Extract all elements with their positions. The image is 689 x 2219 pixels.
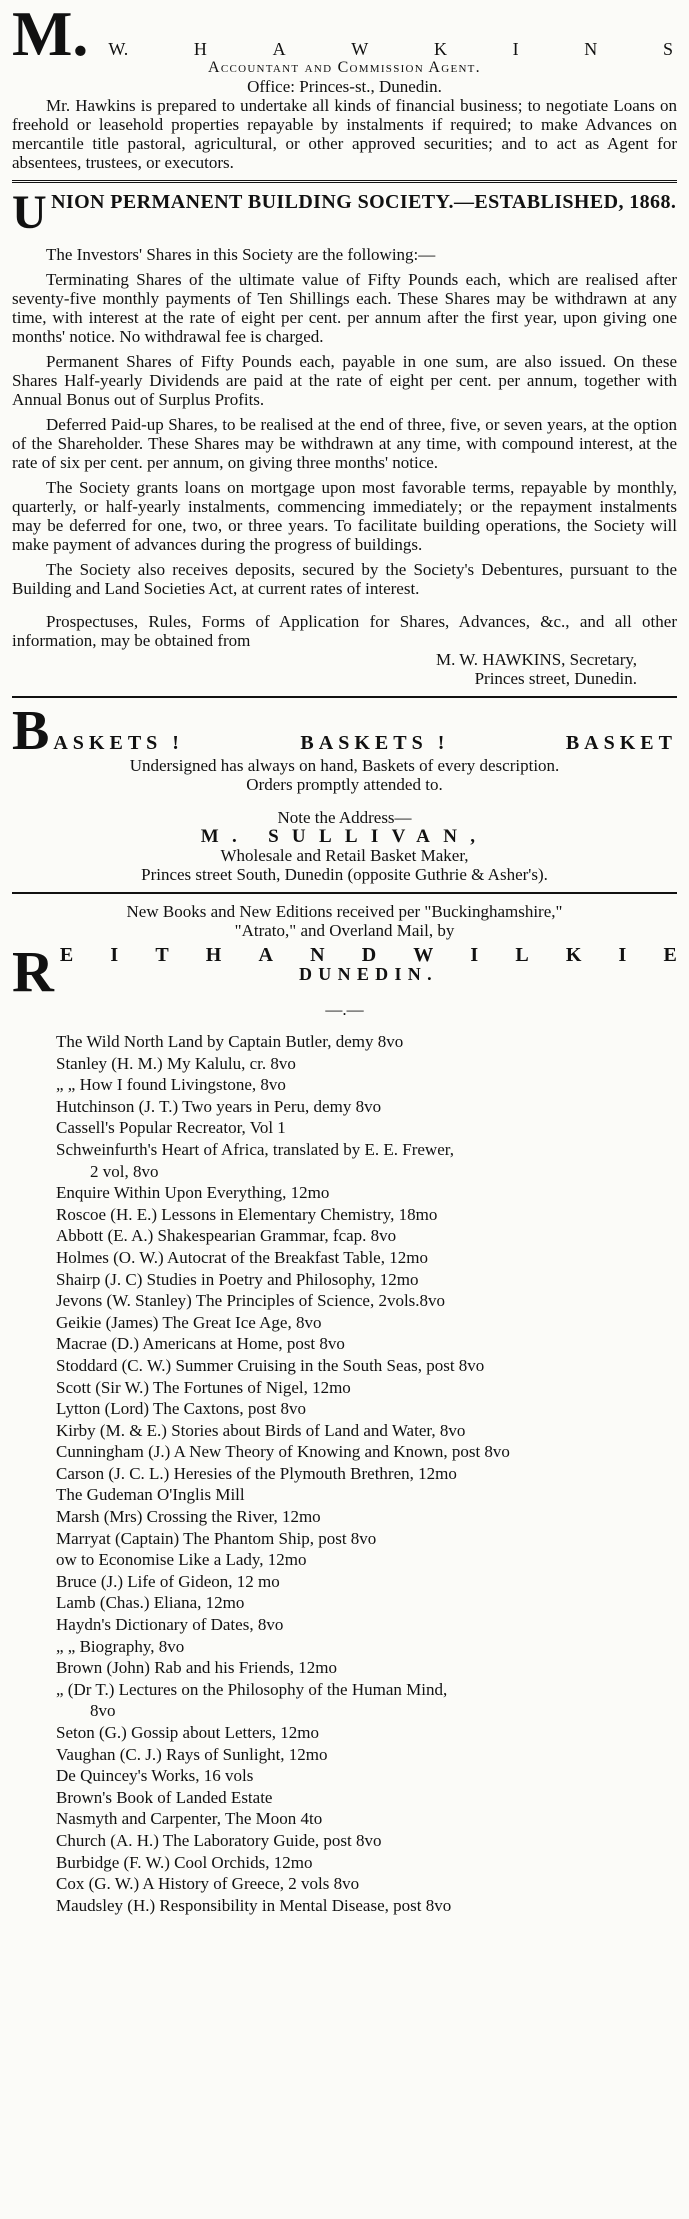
hawkins-occupation: Accountant and Commission Agent.: [208, 59, 481, 76]
hawkins-name-letter: A: [272, 39, 286, 59]
book-list-item: „ „ Biography, 8vo: [56, 1636, 185, 1656]
hawkins-office: Office: Princes-st., Dunedin.: [247, 77, 442, 96]
society-paragraph: Permanent Shares of Fifty Pounds each, payable in one sum, are also issued. On these Shares Half-yearly Dividends are paid at the rate of eight per cent. per annum, together with Annual Bonus out of Surplus Profits.: [12, 352, 677, 409]
hawkins-name-letter: H: [193, 39, 207, 59]
book-list-item: Maudsley (H.) Responsibility in Mental Disease, post 8vo: [56, 1895, 452, 1915]
baskets-advertisement: [12, 700, 677, 884]
firm-name-letter: I: [110, 944, 119, 966]
firm-name-letter: D: [361, 944, 377, 966]
baskets-trade: Wholesale and Retail Basket Maker,: [220, 846, 469, 865]
building-society-advertisement: [12, 186, 677, 688]
firm-name-letter: T: [155, 944, 169, 966]
baskets-address: Princes street South, Dunedin (opposite Guthrie & Asher's).: [141, 865, 548, 884]
section-divider: [12, 180, 677, 183]
baskets-header: [12, 700, 677, 762]
book-list-item: Abbott (E. A.) Shakespearian Grammar, fcap. 8vo: [56, 1226, 397, 1246]
firm-name-letter: A: [258, 944, 273, 966]
hawkins-name-letter: W.: [108, 39, 129, 59]
book-list-item: Hutchinson (J. T.) Two years in Peru, demy 8vo: [56, 1096, 382, 1116]
society-title: [12, 186, 677, 239]
hawkins-name-letter: K: [433, 39, 447, 59]
book-list-item: Cox (G. W.) A History of Greece, 2 vols 8vo: [56, 1874, 360, 1894]
firm-name-letter: I: [618, 944, 627, 966]
books-header: [12, 939, 677, 1004]
firm-name-letter: E: [59, 944, 74, 966]
society-title-text: NION PERMANENT BUILDING SOCIETY.—ESTABLISHED, 1868.: [51, 191, 677, 213]
book-list-item: The Wild North Land by Captain Butler, demy 8vo: [56, 1032, 404, 1051]
society-paragraph: Prospectuses, Rules, Forms of Application for Shares, Advances, &c., and all other information, may be obtained from: [12, 612, 677, 650]
book-list-item: Schweinfurth's Heart of Africa, translated by E. E. Frewer,: [56, 1139, 454, 1159]
section-divider: [12, 892, 677, 894]
book-list-item: Stanley (H. M.) My Kalulu, cr. 8vo: [56, 1053, 296, 1073]
society-signature-address: Princes street, Dunedin.: [474, 669, 637, 688]
book-list-item: 8vo: [90, 1701, 116, 1721]
book-list-item: Stoddard (C. W.) Summer Cruising in the South Seas, post 8vo: [56, 1355, 485, 1375]
society-signature-name: M. W. HAWKINS, Secretary,: [435, 650, 637, 669]
book-list-item: Geikie (James) The Great Ice Age, 8vo: [56, 1312, 322, 1332]
baskets-headline: [53, 734, 677, 753]
book-list-item: De Quincey's Works, 16 vols: [56, 1766, 254, 1786]
society-paragraph: Terminating Shares of the ultimate value of Fifty Pounds each, which are realised after seventy-five monthly payments of Ten Shillings each. These Shares may be withdrawn at any time, with interest at the rate of eight per cent. per annum after the first year, upon giving one months' notice. No withdrawal fee is charged.: [12, 270, 677, 346]
book-list-item: Nasmyth and Carpenter, The Moon 4to: [56, 1809, 323, 1829]
firm-name-letter: L: [515, 944, 529, 966]
baskets-drop-cap: B: [12, 700, 50, 762]
book-list-item: Cassell's Popular Recreator, Vol 1: [56, 1118, 286, 1138]
hawkins-name-letter: N: [584, 39, 598, 59]
society-paragraphs: [12, 245, 677, 650]
firm-name-letter: E: [663, 944, 677, 966]
books-city: DUNEDIN.: [298, 964, 438, 984]
books-intro-1: New Books and New Editions received per "Buckinghamshire,": [126, 902, 563, 921]
book-list: [12, 1031, 677, 1916]
books-firm-letters: [60, 946, 677, 965]
firm-name-letter: W: [413, 944, 434, 966]
hawkins-advertisement: [12, 0, 677, 172]
book-list-item: Brown's Book of Landed Estate: [56, 1787, 273, 1807]
hawkins-name-letter: S: [662, 39, 673, 59]
book-list-item: Lamb (Chas.) Eliana, 12mo: [56, 1593, 245, 1613]
book-list-item: Cunningham (J.) A New Theory of Knowing and Known, post 8vo: [56, 1442, 510, 1462]
book-list-item: Marryat (Captain) The Phantom Ship, post 8vo: [56, 1528, 377, 1548]
book-list-item: Carson (J. C. L.) Heresies of the Plymouth Brethren, 12mo: [56, 1463, 457, 1483]
book-list-item: Lytton (Lord) The Caxtons, post 8vo: [56, 1399, 306, 1419]
book-list-item: „ „ How I found Livingstone, 8vo: [56, 1075, 286, 1095]
baskets-headline-word: BASKET: [565, 732, 677, 754]
society-drop-cap: U: [12, 186, 48, 239]
baskets-note: Note the Address—: [277, 808, 412, 827]
baskets-line-2: Orders promptly attended to.: [246, 775, 443, 794]
society-paragraph: Deferred Paid-up Shares, to be realised at the end of three, five, or seven years, at the option of the Shareholder. These Shares may be withdrawn at any time, with compound interest, at the rate of six per cent. per annum, on giving three months' notice.: [12, 415, 677, 472]
baskets-headline-word: ASKETS !: [53, 732, 184, 754]
book-list-item: Macrae (D.) Americans at Home, post 8vo: [56, 1334, 345, 1354]
society-paragraph: The Investors' Shares in this Society are the following:—: [46, 245, 436, 264]
book-list-item: 2 vol, 8vo: [90, 1161, 159, 1181]
book-list-item: Holmes (O. W.) Autocrat of the Breakfast Table, 12mo: [56, 1247, 428, 1267]
books-intro-2: "Atrato," and Overland Mail, by: [234, 921, 455, 940]
hawkins-name: [108, 40, 677, 59]
hawkins-body: Mr. Hawkins is prepared to undertake all kinds of financial business; to negotiate Loans on freehold or leasehold properties repayable by instalments if required; to make Advances on mercantile title pastoral, agricultural, or other approved securities; and to act as Agent for absentees, trustees, or executors.: [12, 96, 677, 172]
hawkins-initial: M.: [12, 0, 89, 69]
book-list-item: Jevons (W. Stanley) The Principles of Science, 2vols.8vo: [56, 1291, 446, 1311]
society-paragraph: The Society also receives deposits, secured by the Society's Debentures, pursuant to the Building and Land Societies Act, at current rates of interest.: [12, 560, 677, 598]
book-list-item: Enquire Within Upon Everything, 12mo: [56, 1183, 330, 1203]
book-list-item: Kirby (M. & E.) Stories about Birds of Land and Water, 8vo: [56, 1420, 466, 1440]
book-list-item: Brown (John) Rab and his Friends, 12mo: [56, 1658, 337, 1678]
baskets-headline-word: BASKETS !: [300, 732, 450, 754]
book-list-item: Haydn's Dictionary of Dates, 8vo: [56, 1615, 284, 1635]
society-paragraph: The Society grants loans on mortgage upon most favorable terms, repayable by monthly, quarterly, or half-yearly instalments, commencing immediately; or the repayment instalments may be deferred for one, two, or three years. To facilitate building operations, the Society will make payment of advances during the progress of buildings.: [12, 478, 677, 554]
books-firm-name: [60, 946, 677, 984]
book-list-item: Vaughan (C. J.) Rays of Sunlight, 12mo: [56, 1744, 328, 1764]
book-list-item: Burbidge (F. W.) Cool Orchids, 12mo: [56, 1852, 313, 1872]
hawkins-name-letter: I: [512, 39, 519, 59]
book-list-item: Scott (Sir W.) The Fortunes of Nigel, 12mo: [56, 1377, 351, 1397]
books-drop-cap: R: [12, 939, 54, 1004]
book-list-item: ow to Economise Like a Lady, 12mo: [56, 1550, 307, 1570]
books-ornament: —.—: [325, 1000, 364, 1019]
firm-name-letter: N: [310, 944, 325, 966]
books-advertisement: [12, 902, 677, 1916]
book-list-item: The Gudeman O'Inglis Mill: [56, 1485, 245, 1505]
firm-name-letter: K: [565, 944, 582, 966]
book-list-item: Shairp (J. C) Studies in Poetry and Philosophy, 12mo: [56, 1269, 419, 1289]
hawkins-name-letter: W: [351, 39, 369, 59]
book-list-item: Seton (G.) Gossip about Letters, 12mo: [56, 1723, 319, 1742]
book-list-item: Church (A. H.) The Laboratory Guide, post 8vo: [56, 1830, 382, 1850]
book-list-item: „ (Dr T.) Lectures on the Philosophy of the Human Mind,: [56, 1679, 448, 1699]
book-list-item: Bruce (J.) Life of Gideon, 12 mo: [56, 1571, 280, 1591]
book-list-item: Roscoe (H. E.) Lessons in Elementary Chemistry, 18mo: [56, 1204, 438, 1224]
baskets-proprietor: M. SULLIVAN,: [200, 826, 489, 847]
firm-name-letter: H: [205, 944, 222, 966]
firm-name-letter: I: [470, 944, 479, 966]
baskets-line-1: Undersigned has always on hand, Baskets of every description.: [129, 756, 560, 775]
section-divider: [12, 696, 677, 698]
book-list-item: Marsh (Mrs) Crossing the River, 12mo: [56, 1507, 321, 1527]
